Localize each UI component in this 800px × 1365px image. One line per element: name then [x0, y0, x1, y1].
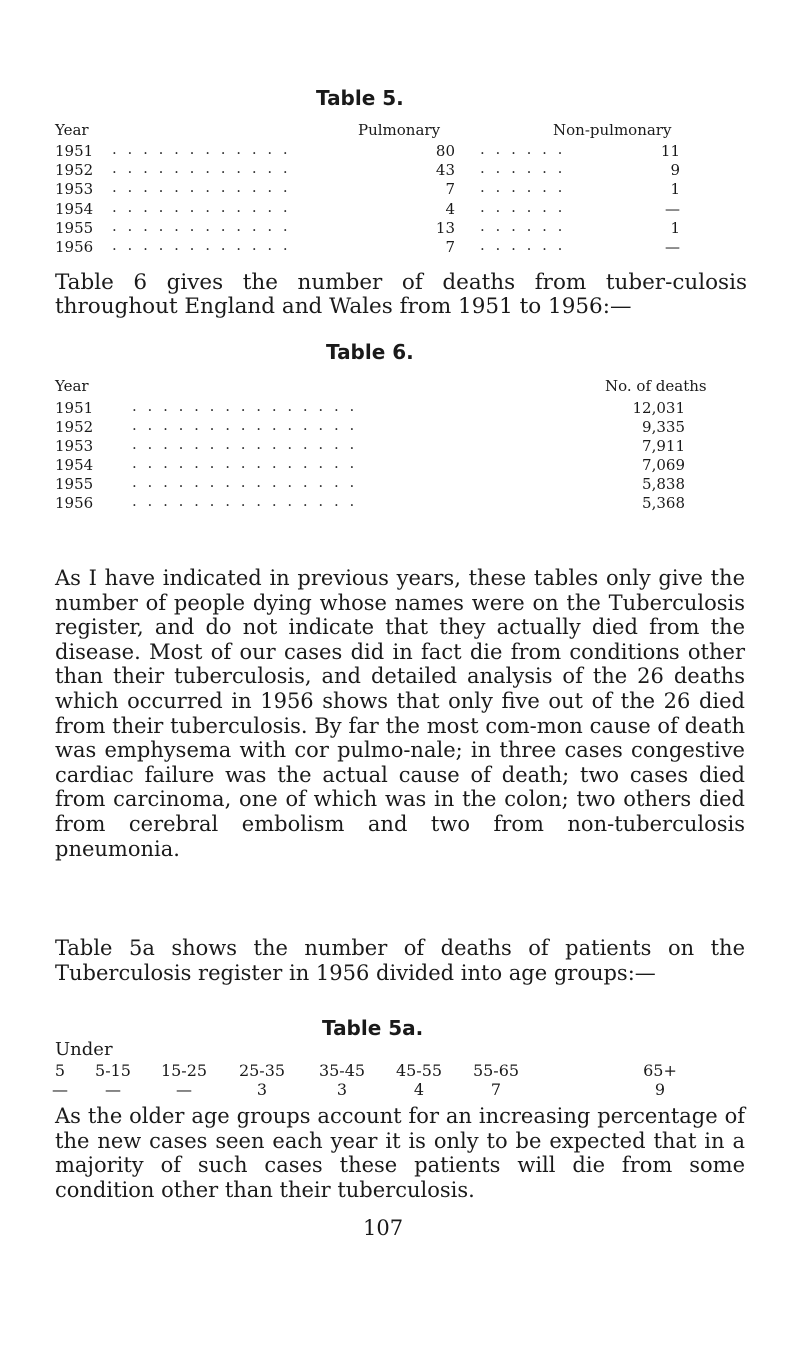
table5-row-leader-dots: . . . . . . . . . . . . — [112, 159, 291, 178]
table6-row-year: 1954 — [55, 456, 94, 474]
table6-header-deaths: No. of deaths — [605, 377, 707, 395]
table5-row-year: 1951 — [55, 142, 94, 160]
table5-row-leader-dots: . . . . . . — [480, 236, 566, 254]
table5-row-leader-dots: . . . . . . — [480, 216, 566, 235]
table5-row-leader-dots: . . . . . . — [480, 178, 566, 197]
table6-intro-paragraph — [55, 271, 747, 318]
table6-row-year: 1955 — [55, 475, 94, 493]
table6-row-year: 1951 — [55, 399, 94, 417]
table5-row-leader-dots: . . . . . . . . . . . . — [112, 197, 291, 216]
table5a-age-group: 35-45 — [318, 1061, 366, 1080]
table5-row-non-pulmonary: — — [665, 199, 680, 218]
table5-row-year: 1953 — [55, 180, 94, 199]
table5a-age-group: 55-65 — [472, 1061, 520, 1080]
table5-row-non-pulmonary: — — [665, 238, 680, 256]
table5a-age-group: 65+ — [643, 1061, 677, 1080]
table5-row-year: 1955 — [55, 218, 94, 237]
table5a-count: 7 — [490, 1080, 502, 1099]
table5-header-non-pulmonary: Non-pulmonary — [553, 121, 672, 139]
table5-row-year: 1954 — [55, 199, 94, 218]
table5-title: Table 5. — [316, 86, 404, 110]
table5a-title: Table 5a. — [322, 1016, 424, 1040]
table6-row-year: 1953 — [55, 437, 94, 455]
table6-row-deaths: 9,335 — [642, 418, 685, 436]
table6-row-leader-dots: . . . . . . . . . . . . . . . — [132, 473, 358, 491]
table5-row-non-pulmonary: 1 — [670, 218, 680, 237]
table5-row-pulmonary: 43 — [435, 161, 455, 180]
table5-header-pulmonary: Pulmonary — [358, 121, 441, 139]
conclusion-text: As the older age groups account for an increasing percentage of the new cases seen each year it is only to be expected that in a majority of such cases these patients will die from some condition other than their tuberculosis. — [55, 1104, 745, 1202]
table5-row-non-pulmonary: 1 — [670, 180, 680, 199]
table6-row-deaths: 7,069 — [642, 456, 685, 474]
table5-row-pulmonary: 4 — [445, 199, 455, 218]
table5a-age-group: 5 — [54, 1061, 66, 1080]
table6-row-year: 1956 — [55, 494, 94, 512]
table5a-age-group: 25-35 — [238, 1061, 286, 1080]
table6-title: Table 6. — [326, 340, 414, 364]
table6-row-deaths: 5,368 — [642, 494, 685, 512]
table5-row-leader-dots: . . . . . . — [480, 140, 566, 158]
table5-row-pulmonary: 13 — [435, 218, 455, 237]
table6-row-leader-dots: . . . . . . . . . . . . . . . — [132, 454, 358, 472]
table5a-count: — — [105, 1080, 121, 1099]
table5a-count: 3 — [256, 1080, 268, 1099]
table6-row-deaths: 12,031 — [632, 399, 685, 417]
table5-row-leader-dots: . . . . . . . . . . . . — [112, 178, 291, 197]
table5a-count: 3 — [336, 1080, 348, 1099]
table5-row-year: 1956 — [55, 238, 94, 256]
table6-header-year: Year — [55, 377, 89, 395]
table5a-count: — — [176, 1080, 192, 1099]
table5-row-leader-dots: . . . . . . . . . . . . — [112, 140, 291, 158]
table5-row-leader-dots: . . . . . . . . . . . . — [112, 216, 291, 235]
table5a-age-group: 15-25 — [160, 1061, 208, 1080]
table5-row-pulmonary: 80 — [435, 142, 455, 160]
conclusion-paragraph — [55, 1104, 745, 1202]
table5-header-year: Year — [55, 121, 89, 139]
table5-row-leader-dots: . . . . . . — [480, 159, 566, 178]
table6-row-leader-dots: . . . . . . . . . . . . . . . — [132, 416, 358, 434]
table5-row-leader-dots: . . . . . . . . . . . . — [112, 236, 291, 254]
table5-row-pulmonary: 7 — [445, 238, 455, 256]
table5a-age-group: 45-55 — [395, 1061, 443, 1080]
table6-row-leader-dots: . . . . . . . . . . . . . . . — [132, 397, 358, 415]
table5-row-year: 1952 — [55, 161, 94, 180]
table5-row-non-pulmonary: 9 — [670, 161, 680, 180]
page-number: 107 — [363, 1216, 404, 1240]
table5-row-non-pulmonary: 11 — [660, 142, 680, 160]
table6-row-leader-dots: . . . . . . . . . . . . . . . — [132, 435, 358, 453]
table6-intro-text: Table 6 gives the number of deaths from tuber-culosis throughout England and Wales from 1951 to 1956:— — [55, 270, 747, 319]
table6-row-year: 1952 — [55, 418, 94, 436]
table6-row-deaths: 7,911 — [642, 437, 685, 455]
table5a-count: 4 — [413, 1080, 425, 1099]
table6-row-leader-dots: . . . . . . . . . . . . . . . — [132, 492, 358, 510]
table5a-count: — — [52, 1080, 68, 1099]
analysis-paragraph — [55, 566, 745, 861]
table5a-under-label: Under — [55, 1039, 113, 1060]
table6-row-deaths: 5,838 — [642, 475, 685, 493]
table5a-count: 9 — [654, 1080, 666, 1099]
table5a-intro-text: Table 5a shows the number of deaths of patients on the Tuberculosis register in 1956 divided into age groups:— — [55, 936, 745, 985]
table5-row-pulmonary: 7 — [445, 180, 455, 199]
table5a-age-group: 5-15 — [95, 1061, 131, 1080]
analysis-text: As I have indicated in previous years, these tables only give the number of people dying whose names were on the Tuberculosis register, and do not indicate that they actually died from the disease. Most of our cases did in fact die from conditions other than their tuberculosis, and detailed analysis of the 26 deaths which occurred in 1956 shows that only five out of the 26 died from their tuberculosis. By far the most com-mon cause of death was emphysema with cor pulmo-nale; in three cases congestive cardiac failure was the actual cause of death; two cases died from carcinoma, one of which was in the colon; two others died from cerebral embolism and two from non-tuberculosis pneumonia. — [55, 566, 745, 861]
table5-row-leader-dots: . . . . . . — [480, 197, 566, 216]
table5a-intro-paragraph — [55, 936, 745, 985]
